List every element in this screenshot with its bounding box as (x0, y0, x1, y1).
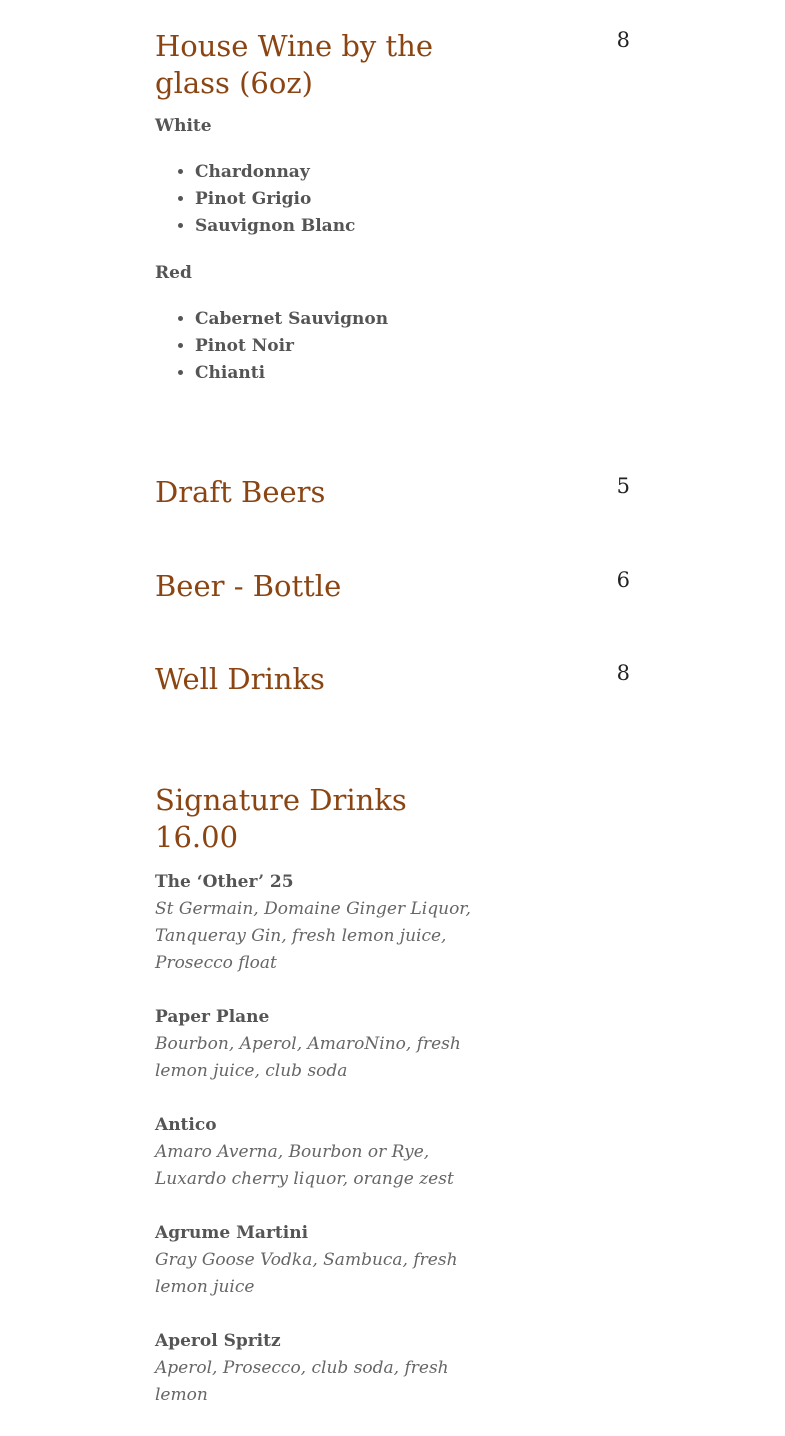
section-house-wine (155, 28, 630, 387)
drink-item (155, 1220, 630, 1301)
red-wine-list (155, 306, 630, 387)
drink-item (155, 1112, 630, 1193)
drink-description: Gray Goose Vodka, Sambuca, fresh lemon juice (155, 1250, 458, 1297)
section-beer-bottle (155, 568, 630, 605)
section-signature-drinks (155, 782, 630, 1436)
drink-name: Paper Plane (155, 1007, 270, 1027)
drink-item (155, 869, 630, 977)
list-item: • Sauvignon Blanc (195, 213, 630, 240)
drink-item (155, 1004, 630, 1085)
section-title: Signature Drinks 16.00 (155, 783, 407, 854)
list-item: • Pinot Noir (195, 333, 630, 360)
drink-description: Aperol, Prosecco, club soda, fresh lemon (155, 1358, 449, 1405)
list-item: • Pinot Grigio (195, 186, 630, 213)
drink-name: Antico (155, 1115, 217, 1135)
section-draft-beers (155, 474, 630, 511)
section-title: Well Drinks (155, 662, 325, 696)
drink-name: The ‘Other’ 25 (155, 872, 294, 892)
drink-name: Aperol Spritz (155, 1331, 281, 1351)
section-price: 8 (616, 28, 630, 52)
section-price: 5 (616, 474, 630, 498)
section-title: Beer - Bottle (155, 569, 342, 603)
white-wine-list (155, 159, 630, 240)
drink-description: Bourbon, Aperol, AmaroNino, fresh lemon juice, club soda (155, 1034, 461, 1081)
list-item: • Chianti (195, 360, 630, 387)
drink-description: St Germain, Domaine Ginger Liquor, Tanqueray Gin, fresh lemon juice, Prosecco float (155, 899, 471, 973)
section-price: 8 (616, 661, 630, 685)
list-item: • Chardonnay (195, 159, 630, 186)
drink-description: Amaro Averna, Bourbon or Rye, Luxardo cherry liquor, orange zest (155, 1142, 454, 1189)
drink-name: Agrume Martini (155, 1223, 309, 1243)
section-title: House Wine by the glass (6oz) (155, 29, 433, 100)
section-price: 6 (616, 568, 630, 592)
section-well-drinks (155, 661, 630, 698)
red-wine-label: Red (155, 263, 192, 283)
signature-drink-list (155, 869, 630, 1409)
white-wine-label: White (155, 116, 212, 136)
list-item: • Cabernet Sauvignon (195, 306, 630, 333)
section-title: Draft Beers (155, 475, 326, 509)
